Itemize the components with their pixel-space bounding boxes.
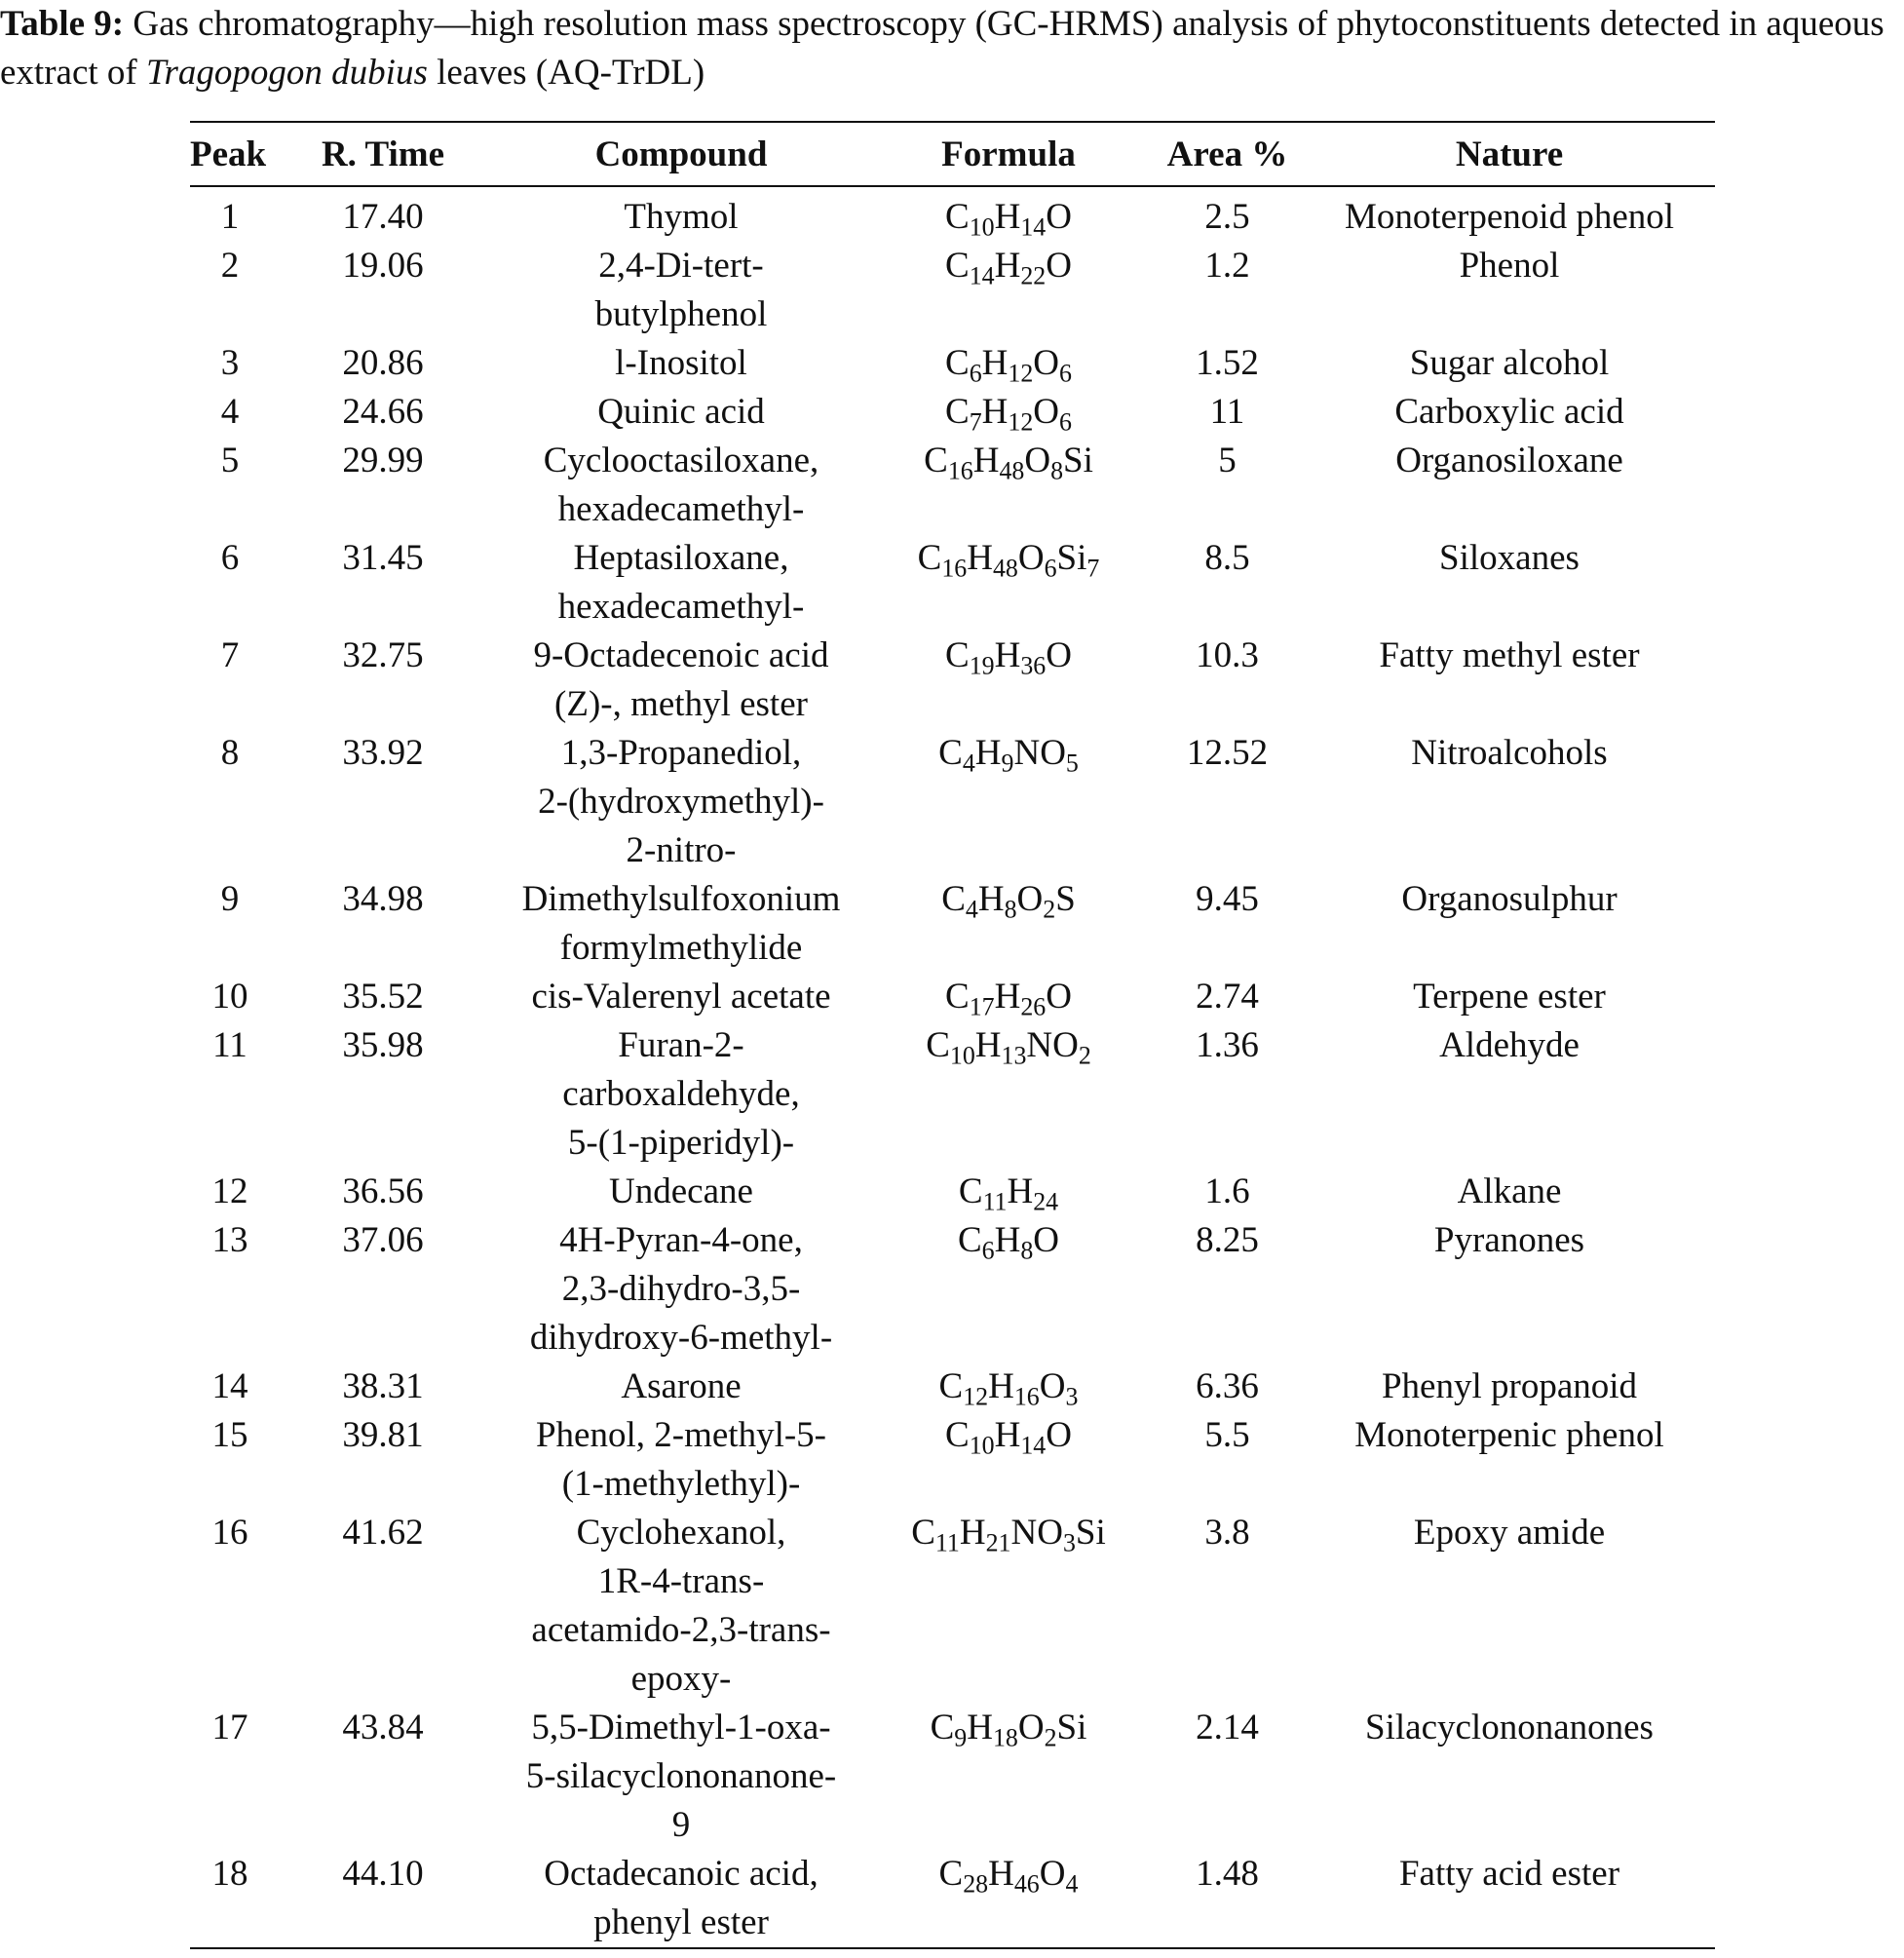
formula-subscript: 2: [1078, 1041, 1091, 1070]
formula-element: O: [1033, 343, 1060, 383]
formula-subscript: 24: [1033, 1187, 1059, 1216]
formula-element: C: [945, 1415, 970, 1455]
cell-compound: Cyclooctasiloxane, hexadecamethyl-: [543, 441, 819, 529]
formula-subscript: 5: [1065, 749, 1079, 778]
cell-area: 2.14: [1196, 1708, 1259, 1747]
cell-formula: [866, 1021, 1151, 1168]
formula-subscript: 8: [1004, 895, 1017, 924]
formula-element: O: [1046, 197, 1072, 237]
cell-nature: Monoterpenoid phenol: [1344, 197, 1675, 237]
formula-element: O: [1046, 635, 1072, 675]
table-row: [190, 875, 1715, 973]
formula-subscript: 28: [963, 1869, 989, 1899]
formula-subscript: 6: [969, 359, 982, 388]
formula-element: O: [1017, 1708, 1045, 1747]
cell-peak: 2: [220, 246, 240, 286]
cell-nature: Monoterpenic phenol: [1354, 1415, 1664, 1455]
caption-text-end: leaves (AQ-TrDL): [427, 53, 705, 93]
cell-peak: 1: [220, 197, 240, 237]
cell-area: 1.6: [1204, 1171, 1250, 1211]
cell-nature: Silacyclononanones: [1365, 1708, 1654, 1747]
table-row: [190, 186, 1715, 242]
cell-area: 8.25: [1196, 1220, 1259, 1260]
formula-element: S: [1055, 879, 1076, 919]
formula-element: Si: [1056, 1708, 1087, 1747]
column-header-area: Area %: [1166, 134, 1288, 174]
formula-element: C: [938, 733, 963, 773]
cell-peak: 7: [220, 635, 240, 675]
formula-element: H: [959, 1513, 986, 1553]
cell-peak: 17: [211, 1708, 248, 1747]
cell-area: 10.3: [1196, 635, 1259, 675]
formula-element: C: [938, 1854, 964, 1894]
table-body: [190, 186, 1715, 1948]
header-row: [190, 122, 1715, 186]
formula-subscript: 18: [992, 1723, 1018, 1752]
formula-subscript: 9: [954, 1723, 968, 1752]
cell-nature: Fatty methyl ester: [1379, 635, 1640, 675]
cell-compound: Dimethylsulfoxonium formylmethylide: [521, 879, 841, 968]
formula-element: O: [1052, 1025, 1079, 1065]
formula-element: H: [994, 1415, 1021, 1455]
formula-element: O: [1017, 538, 1045, 578]
formula-subscript: 2: [1043, 895, 1056, 924]
cell-peak: 12: [211, 1171, 248, 1211]
cell-nature: Organosiloxane: [1395, 441, 1623, 480]
cell-compound: Undecane: [609, 1171, 753, 1211]
cell-nature: Aldehyde: [1439, 1025, 1580, 1065]
cell-peak: 10: [211, 977, 248, 1017]
cell-formula: [866, 186, 1151, 242]
formula-element: N: [1013, 733, 1041, 773]
formula-subscript: 6: [1059, 359, 1072, 388]
formula-element: O: [1024, 441, 1051, 480]
formula-element: C: [945, 977, 970, 1017]
cell-formula: [866, 339, 1151, 388]
cell-compound: 4H-Pyran-4-one, 2,3-dihydro-3,5- dihydroxy-6-methyl-: [529, 1220, 833, 1358]
formula-element: Si: [1056, 538, 1087, 578]
cell-formula: [866, 242, 1151, 339]
cell-compound: cis-Valerenyl acetate: [531, 977, 831, 1017]
table-header: [190, 122, 1715, 186]
formula-element: H: [974, 1025, 1002, 1065]
cell-rtime: 33.92: [342, 733, 424, 773]
formula-element: O: [1016, 879, 1044, 919]
formula-element: O: [1033, 1220, 1060, 1260]
cell-compound: 5,5-Dimethyl-1-oxa- 5-silacyclononanone- 9: [525, 1708, 837, 1845]
formula-element: C: [930, 1708, 955, 1747]
formula-element: O: [1039, 1854, 1066, 1894]
column-header-peak: Peak: [190, 134, 267, 174]
formula-element: H: [1007, 1171, 1034, 1211]
cell-nature: Terpene ester: [1413, 977, 1606, 1017]
formula-subscript: 3: [1065, 1382, 1079, 1411]
formula-element: N: [1026, 1025, 1053, 1065]
cell-peak: 11: [212, 1025, 248, 1065]
formula-subscript: 21: [985, 1528, 1011, 1557]
table-row: [190, 1850, 1715, 1948]
cell-rtime: 20.86: [342, 343, 424, 383]
cell-nature: Carboxylic acid: [1394, 392, 1624, 432]
formula-element: N: [1010, 1513, 1038, 1553]
formula-element: H: [967, 538, 993, 578]
table-row: [190, 1363, 1715, 1411]
formula-subscript: 10: [949, 1041, 975, 1070]
cell-compound: 2,4-Di-tert- butylphenol: [594, 246, 768, 334]
cell-rtime: 43.84: [342, 1708, 424, 1747]
cell-nature: Pyranones: [1433, 1220, 1585, 1260]
formula-element: H: [988, 1854, 1014, 1894]
cell-area: 11: [1209, 392, 1245, 432]
cell-formula: [866, 875, 1151, 973]
formula-element: C: [917, 538, 942, 578]
cell-nature: Phenyl propanoid: [1381, 1366, 1638, 1406]
cell-rtime: 34.98: [342, 879, 424, 919]
cell-peak: 8: [220, 733, 240, 773]
cell-peak: 18: [211, 1854, 248, 1894]
formula-element: C: [941, 879, 966, 919]
formula-element: O: [1039, 1366, 1066, 1406]
cell-rtime: 36.56: [342, 1171, 424, 1211]
formula-subscript: 12: [1008, 407, 1034, 437]
cell-compound: l-Inositol: [615, 343, 747, 383]
formula-subscript: 6: [981, 1236, 995, 1265]
formula-element: C: [911, 1513, 935, 1553]
formula-element: Si: [1063, 441, 1093, 480]
cell-compound: 9-Octadecenoic acid (Z)-, methyl ester: [533, 635, 829, 724]
cell-peak: 16: [211, 1513, 248, 1553]
formula-element: H: [974, 733, 1002, 773]
formula-element: C: [938, 1366, 964, 1406]
cell-nature: Fatty acid ester: [1398, 1854, 1620, 1894]
formula-subscript: 14: [1020, 212, 1047, 242]
cell-rtime: 32.75: [342, 635, 424, 675]
cell-formula: [866, 388, 1151, 437]
cell-formula: [866, 632, 1151, 729]
formula-element: H: [972, 441, 1000, 480]
table-caption: [0, 0, 1904, 97]
cell-compound: Thymol: [624, 197, 739, 237]
cell-rtime: 24.66: [342, 392, 424, 432]
formula-subscript: 16: [1013, 1382, 1040, 1411]
formula-element: H: [994, 246, 1021, 286]
cell-peak: 14: [211, 1366, 248, 1406]
formula-element: H: [977, 879, 1005, 919]
table-row: [190, 1704, 1715, 1850]
formula-element: C: [957, 1220, 982, 1260]
formula-subscript: 10: [969, 212, 995, 242]
formula-subscript: 6: [1044, 554, 1057, 583]
cell-peak: 13: [211, 1220, 248, 1260]
species-name: Tragopogon dubius: [145, 53, 428, 93]
cell-compound: Octadecanoic acid, phenyl ester: [544, 1854, 819, 1942]
cell-rtime: 38.31: [342, 1366, 424, 1406]
formula-element: C: [945, 246, 970, 286]
cell-peak: 9: [220, 879, 240, 919]
formula-element: C: [945, 343, 970, 383]
formula-subscript: 22: [1020, 261, 1047, 290]
cell-area: 5.5: [1204, 1415, 1250, 1455]
cell-formula: [866, 1411, 1151, 1509]
cell-peak: 15: [211, 1415, 248, 1455]
cell-area: 1.48: [1196, 1854, 1259, 1894]
formula-subscript: 48: [999, 456, 1025, 485]
formula-element: O: [1033, 392, 1060, 432]
formula-subscript: 4: [1065, 1869, 1079, 1899]
cell-peak: 3: [220, 343, 240, 383]
cell-area: 6.36: [1196, 1366, 1259, 1406]
cell-rtime: 19.06: [342, 246, 424, 286]
formula-subscript: 2: [1044, 1723, 1057, 1752]
cell-nature: Sugar alcohol: [1409, 343, 1610, 383]
caption-text: Gas chromatography—high resolution mass spectroscopy (GC-HRMS) analysis of phytoconstituents detected in aqueous extract of: [0, 4, 1885, 93]
table-row: [190, 1021, 1715, 1168]
formula-subscript: 36: [1020, 651, 1047, 680]
formula-element: H: [967, 1708, 993, 1747]
column-header-compound: Compound: [594, 134, 768, 174]
cell-formula: [866, 1509, 1151, 1704]
formula-subscript: 17: [969, 992, 995, 1021]
table-row: [190, 437, 1715, 534]
formula-element: H: [988, 1366, 1014, 1406]
table-row: [190, 973, 1715, 1021]
cell-rtime: 17.40: [342, 197, 424, 237]
cell-nature: Phenol: [1459, 246, 1560, 286]
formula-element: Si: [1075, 1513, 1106, 1553]
cell-compound: Heptasiloxane, hexadecamethyl-: [557, 538, 805, 627]
formula-subscript: 6: [1059, 407, 1072, 437]
cell-nature: Epoxy amide: [1413, 1513, 1606, 1553]
formula-subscript: 26: [1020, 992, 1047, 1021]
table-row: [190, 388, 1715, 437]
cell-area: 2.5: [1204, 197, 1250, 237]
formula-subscript: 12: [963, 1382, 989, 1411]
formula-subscript: 16: [947, 456, 973, 485]
cell-formula: [866, 534, 1151, 632]
formula-element: O: [1037, 1513, 1063, 1553]
formula-subscript: 8: [1020, 1236, 1034, 1265]
table-row: [190, 729, 1715, 875]
formula-subscript: 7: [1086, 554, 1100, 583]
column-header-nature: Nature: [1455, 134, 1564, 174]
cell-area: 1.36: [1196, 1025, 1259, 1065]
cell-area: 2.74: [1196, 977, 1259, 1017]
cell-area: 12.52: [1186, 733, 1269, 773]
cell-nature: Siloxanes: [1439, 538, 1580, 578]
cell-area: 8.5: [1204, 538, 1250, 578]
formula-element: H: [981, 392, 1009, 432]
formula-element: H: [994, 977, 1021, 1017]
cell-nature: Nitroalcohols: [1411, 733, 1608, 773]
cell-formula: [866, 437, 1151, 534]
formula-subscript: 14: [969, 261, 995, 290]
cell-rtime: 29.99: [342, 441, 424, 480]
cell-formula: [866, 1850, 1151, 1948]
formula-subscript: 12: [1008, 359, 1034, 388]
cell-formula: [866, 1704, 1151, 1850]
formula-subscript: 4: [962, 749, 975, 778]
cell-compound: 1,3-Propanediol, 2-(hydroxymethyl)- 2-nitro-: [538, 733, 824, 870]
column-header-rtime: R. Time: [321, 134, 445, 174]
cell-compound: Cyclohexanol, 1R-4-trans- acetamido-2,3-trans- epoxy-: [531, 1513, 831, 1699]
cell-rtime: 31.45: [342, 538, 424, 578]
cell-formula: [866, 1216, 1151, 1363]
formula-subscript: 4: [965, 895, 978, 924]
table-row: [190, 1509, 1715, 1704]
formula-subscript: 46: [1013, 1869, 1040, 1899]
formula-element: C: [958, 1171, 983, 1211]
cell-rtime: 41.62: [342, 1513, 424, 1553]
formula-element: O: [1046, 1415, 1072, 1455]
cell-compound: Asarone: [621, 1366, 742, 1406]
cell-area: 5: [1218, 441, 1237, 480]
formula-subscript: 9: [1001, 749, 1014, 778]
cell-rtime: 35.52: [342, 977, 424, 1017]
table-row: [190, 632, 1715, 729]
formula-subscript: 10: [969, 1431, 995, 1460]
data-table: [190, 121, 1715, 1949]
formula-element: C: [926, 1025, 950, 1065]
formula-subscript: 13: [1001, 1041, 1027, 1070]
column-header-formula: Formula: [941, 134, 1076, 174]
formula-subscript: 16: [941, 554, 968, 583]
cell-compound: Quinic acid: [597, 392, 765, 432]
formula-subscript: 11: [982, 1187, 1008, 1216]
cell-rtime: 35.98: [342, 1025, 424, 1065]
formula-element: O: [1046, 977, 1072, 1017]
formula-element: C: [924, 441, 948, 480]
cell-formula: [866, 729, 1151, 875]
formula-subscript: 7: [969, 407, 982, 437]
table-row: [190, 534, 1715, 632]
table-row: [190, 1216, 1715, 1363]
formula-subscript: 14: [1020, 1431, 1047, 1460]
cell-formula: [866, 973, 1151, 1021]
table-row: [190, 242, 1715, 339]
formula-element: H: [981, 343, 1009, 383]
cell-nature: Alkane: [1457, 1171, 1562, 1211]
formula-element: C: [945, 635, 970, 675]
cell-area: 1.2: [1204, 246, 1250, 286]
formula-subscript: 19: [969, 651, 995, 680]
formula-subscript: 3: [1062, 1528, 1076, 1557]
table-row: [190, 1168, 1715, 1216]
formula-element: H: [994, 635, 1021, 675]
table-row: [190, 339, 1715, 388]
formula-element: H: [994, 197, 1021, 237]
cell-compound: Phenol, 2-methyl-5- (1-methylethyl)-: [535, 1415, 826, 1504]
cell-formula: [866, 1363, 1151, 1411]
cell-compound: Furan-2- carboxaldehyde, 5-(1-piperidyl)-: [562, 1025, 800, 1163]
formula-element: H: [994, 1220, 1021, 1260]
formula-element: O: [1040, 733, 1066, 773]
cell-area: 9.45: [1196, 879, 1259, 919]
cell-peak: 6: [220, 538, 240, 578]
formula-element: C: [945, 197, 970, 237]
table-label: Table 9:: [0, 4, 125, 44]
cell-rtime: 39.81: [342, 1415, 424, 1455]
table-row: [190, 1411, 1715, 1509]
formula-subscript: 8: [1050, 456, 1064, 485]
cell-area: 3.8: [1204, 1513, 1250, 1553]
formula-element: C: [945, 392, 970, 432]
cell-formula: [866, 1168, 1151, 1216]
cell-rtime: 37.06: [342, 1220, 424, 1260]
formula-element: O: [1046, 246, 1072, 286]
formula-subscript: 11: [934, 1528, 960, 1557]
cell-area: 1.52: [1196, 343, 1259, 383]
cell-nature: Organosulphur: [1401, 879, 1618, 919]
formula-subscript: 48: [992, 554, 1018, 583]
cell-peak: 5: [220, 441, 240, 480]
cell-rtime: 44.10: [342, 1854, 424, 1894]
cell-peak: 4: [220, 392, 240, 432]
